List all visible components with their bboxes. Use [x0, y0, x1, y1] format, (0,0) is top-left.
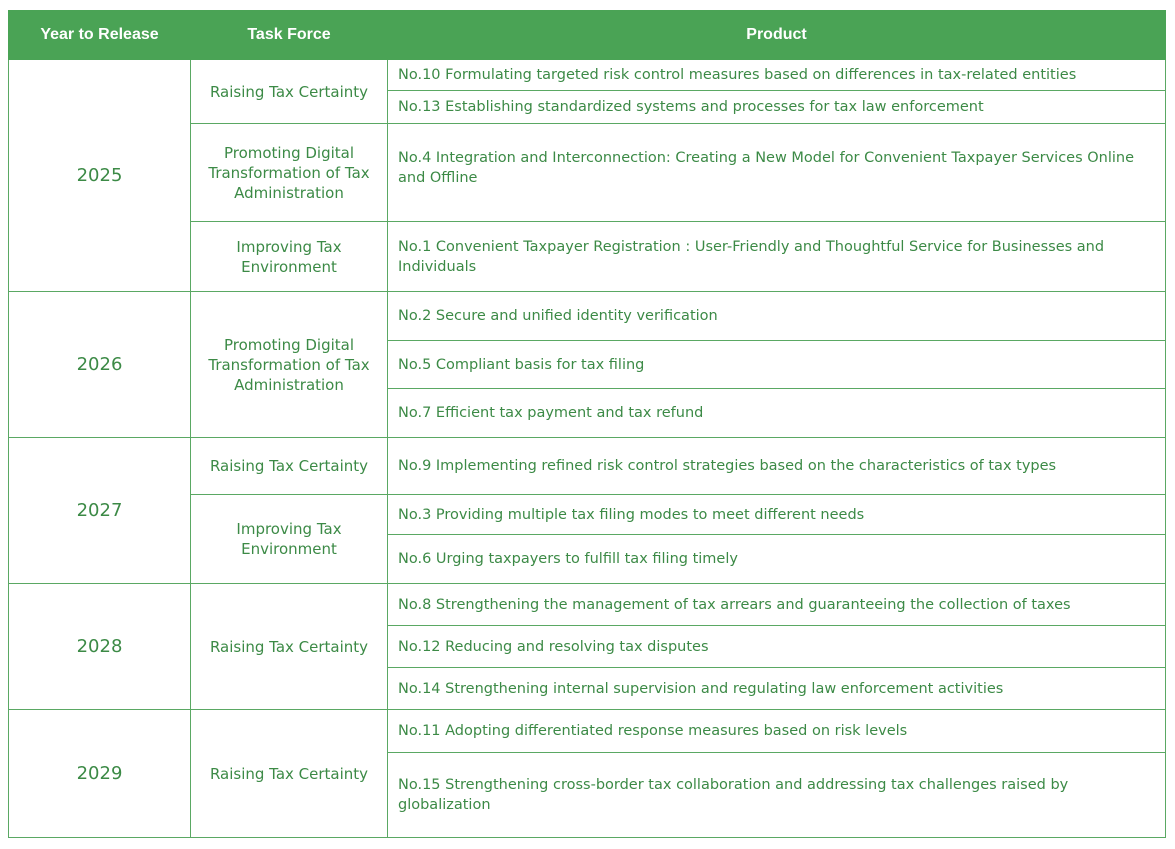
product-header: Product: [388, 11, 1166, 60]
task-force-cell: Promoting Digital Transformation of Tax Administration: [191, 124, 388, 222]
table-row: [9, 584, 1166, 626]
product-cell: No.10 Formulating targeted risk control measures based on differences in tax-related entities: [388, 60, 1166, 91]
task-force-cell: Improving Tax Environment: [191, 222, 388, 292]
task-force-cell: Raising Tax Certainty: [191, 584, 388, 710]
year-cell: 2026: [9, 292, 191, 438]
year-header: Year to Release: [9, 11, 191, 60]
product-cell: No.12 Reducing and resolving tax disputes: [388, 626, 1166, 668]
table-row: [9, 438, 1166, 495]
product-cell: No.8 Strengthening the management of tax arrears and guaranteeing the collection of taxes: [388, 584, 1166, 626]
year-cell: 2029: [9, 710, 191, 838]
task-force-cell: Improving Tax Environment: [191, 495, 388, 584]
product-cell: No.4 Integration and Interconnection: Creating a New Model for Convenient Taxpayer Services Online and Offline: [388, 124, 1166, 222]
task-force-cell: Raising Tax Certainty: [191, 60, 388, 124]
product-cell: No.6 Urging taxpayers to fulfill tax filing timely: [388, 535, 1166, 584]
year-cell: 2025: [9, 60, 191, 292]
table-row: [9, 292, 1166, 341]
task-force-cell: Promoting Digital Transformation of Tax Administration: [191, 292, 388, 438]
task-force-cell: Raising Tax Certainty: [191, 438, 388, 495]
product-cell: No.15 Strengthening cross-border tax collaboration and addressing tax challenges raised by globalization: [388, 753, 1166, 838]
task-force-header: Task Force: [191, 11, 388, 60]
year-cell: 2027: [9, 438, 191, 584]
release-schedule-table: [8, 10, 1166, 838]
product-cell: No.5 Compliant basis for tax filing: [388, 341, 1166, 389]
product-cell: No.1 Convenient Taxpayer Registration : User-Friendly and Thoughtful Service for Businesses and Individuals: [388, 222, 1166, 292]
task-force-cell: Raising Tax Certainty: [191, 710, 388, 838]
year-cell: 2028: [9, 584, 191, 710]
product-cell: No.13 Establishing standardized systems and processes for tax law enforcement: [388, 91, 1166, 124]
product-cell: No.2 Secure and unified identity verification: [388, 292, 1166, 341]
header-row: [9, 11, 1166, 60]
product-cell: No.3 Providing multiple tax filing modes to meet different needs: [388, 495, 1166, 535]
product-cell: No.9 Implementing refined risk control strategies based on the characteristics of tax types: [388, 438, 1166, 495]
product-cell: No.14 Strengthening internal supervision and regulating law enforcement activities: [388, 668, 1166, 710]
product-cell: No.11 Adopting differentiated response measures based on risk levels: [388, 710, 1166, 753]
table-row: [9, 710, 1166, 753]
table-row: [9, 60, 1166, 91]
product-cell: No.7 Efficient tax payment and tax refund: [388, 389, 1166, 438]
